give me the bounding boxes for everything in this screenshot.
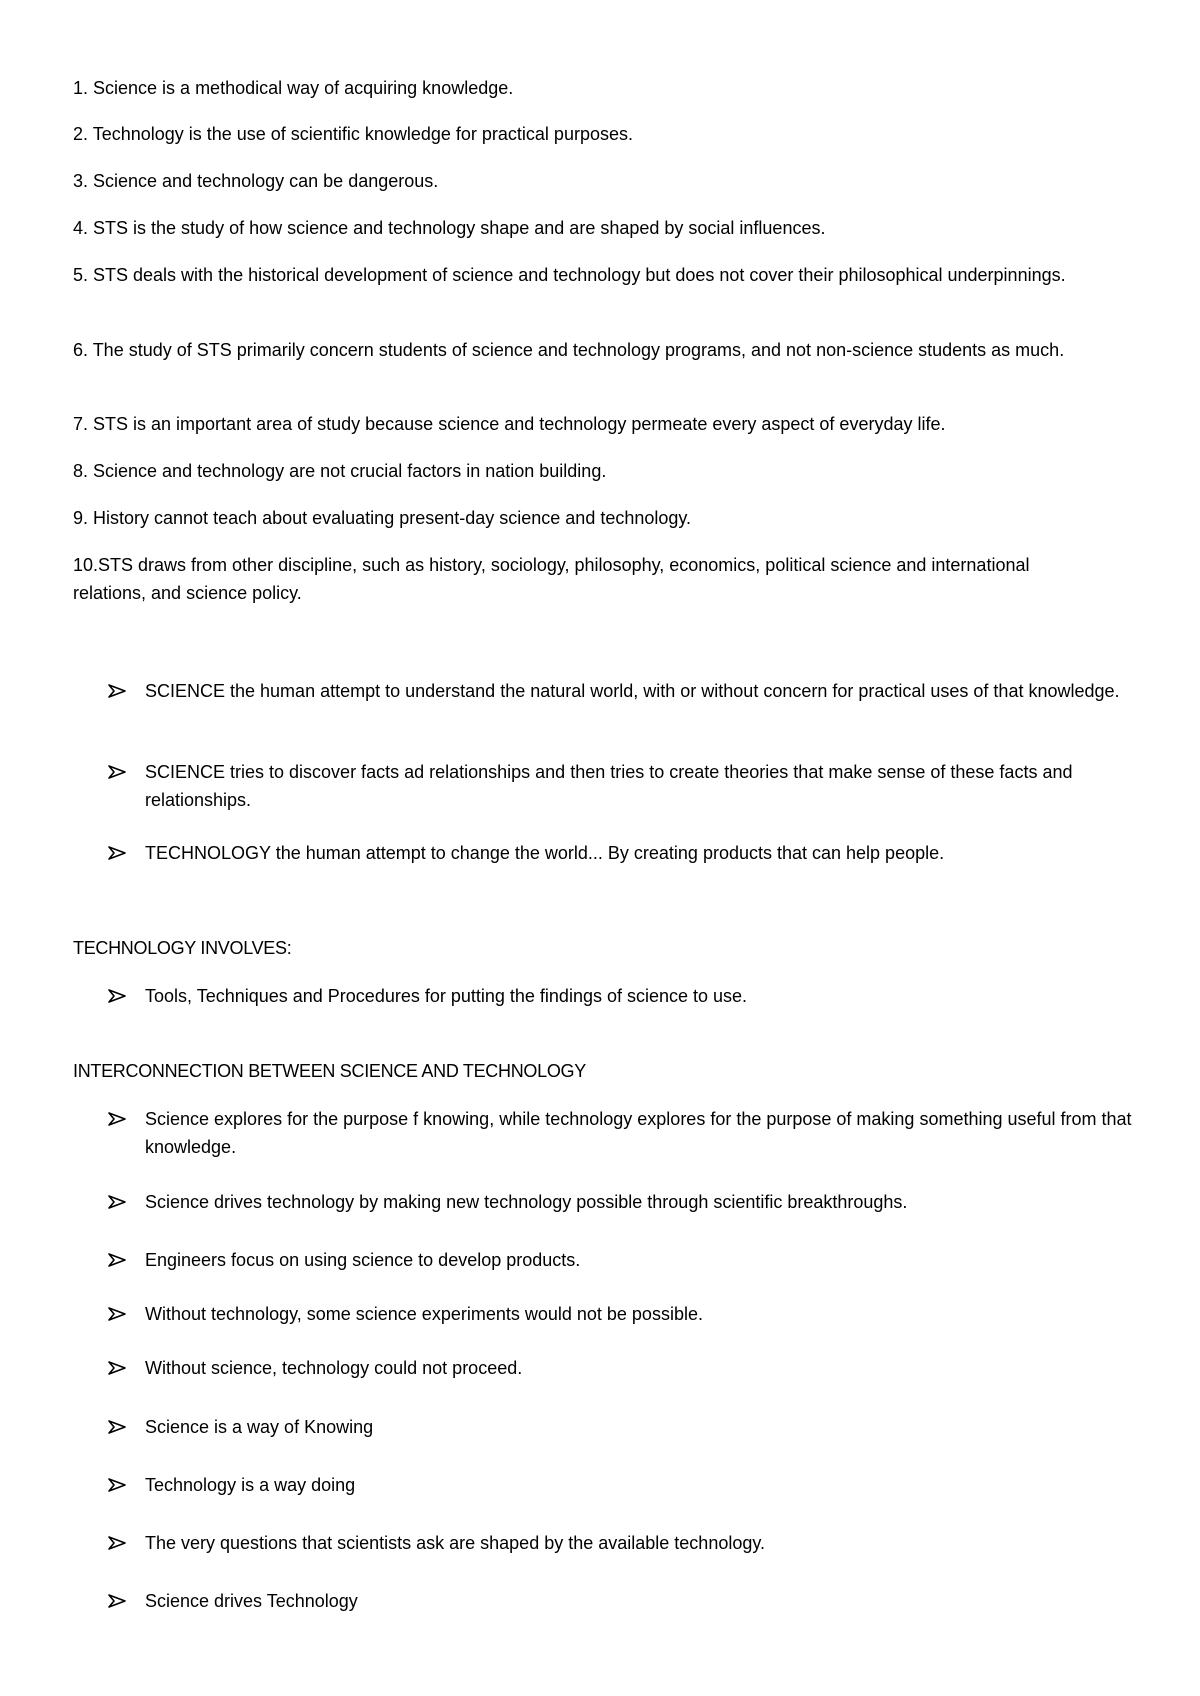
interconnection-text: Science is a way of Knowing	[145, 1417, 374, 1437]
arrowhead-bullet-icon	[108, 677, 130, 698]
statement-9: 9. History cannot teach about evaluating present-day science and technology.	[73, 508, 692, 528]
arrowhead-bullet-icon	[108, 982, 130, 1003]
interconnection-text: Without technology, some science experiments would not be possible.	[145, 1304, 703, 1324]
arrowhead-bullet-icon	[108, 1471, 130, 1492]
statement-10: 10.STS draws from other discipline, such as history, sociology, philosophy, economics, political science and international relations, and science policy.	[73, 555, 1030, 603]
statement-4: 4. STS is the study of how science and technology shape and are shaped by social influences.	[73, 218, 826, 238]
statement-8: 8. Science and technology are not crucial factors in nation building.	[73, 461, 607, 481]
statement-6: 6. The study of STS primarily concern students of science and technology programs, and not non-science students as much.	[73, 340, 1065, 360]
definition-text: SCIENCE the human attempt to understand the natural world, with or without concern for practical uses of that knowledge.	[145, 681, 1120, 701]
arrowhead-bullet-icon	[108, 758, 130, 779]
arrowhead-bullet-icon	[108, 1300, 130, 1321]
interconnection-heading: INTERCONNECTION BETWEEN SCIENCE AND TECHNOLOGY	[73, 1061, 586, 1081]
arrowhead-bullet-icon	[108, 1188, 130, 1209]
technology-involves-heading: TECHNOLOGY INVOLVES:	[73, 938, 292, 958]
arrowhead-bullet-icon	[108, 839, 130, 860]
definition-text: TECHNOLOGY the human attempt to change the world... By creating products that can help people.	[145, 843, 945, 863]
arrowhead-bullet-icon	[108, 1105, 130, 1126]
technology-involves-text: Tools, Techniques and Procedures for putting the findings of science to use.	[145, 986, 748, 1006]
statement-2: 2. Technology is the use of scientific knowledge for practical purposes.	[73, 124, 633, 144]
interconnection-text: Science explores for the purpose f knowing, while technology explores for the purpose of making something useful from that knowledge.	[145, 1109, 1132, 1157]
arrowhead-bullet-icon	[108, 1587, 130, 1608]
statement-5: 5. STS deals with the historical development of science and technology but does not cover their philosophical underpinnings.	[73, 265, 1066, 285]
arrowhead-bullet-icon	[108, 1246, 130, 1267]
interconnection-text: Without science, technology could not proceed.	[145, 1358, 523, 1378]
statement-1: 1. Science is a methodical way of acquiring knowledge.	[73, 78, 514, 98]
interconnection-text: Engineers focus on using science to develop products.	[145, 1250, 581, 1270]
definition-text: SCIENCE tries to discover facts ad relationships and then tries to create theories that make sense of these facts and relationships.	[145, 762, 1073, 810]
interconnection-text: Science drives technology by making new technology possible through scientific breakthroughs.	[145, 1192, 908, 1212]
arrowhead-bullet-icon	[108, 1413, 130, 1434]
arrowhead-bullet-icon	[108, 1529, 130, 1550]
interconnection-text: Technology is a way doing	[145, 1475, 356, 1495]
interconnection-text: Science drives Technology	[145, 1591, 358, 1611]
arrowhead-bullet-icon	[108, 1354, 130, 1375]
statement-3: 3. Science and technology can be dangerous.	[73, 171, 439, 191]
interconnection-text: The very questions that scientists ask are shaped by the available technology.	[145, 1533, 766, 1553]
statement-7: 7. STS is an important area of study because science and technology permeate every aspect of everyday life.	[73, 414, 946, 434]
